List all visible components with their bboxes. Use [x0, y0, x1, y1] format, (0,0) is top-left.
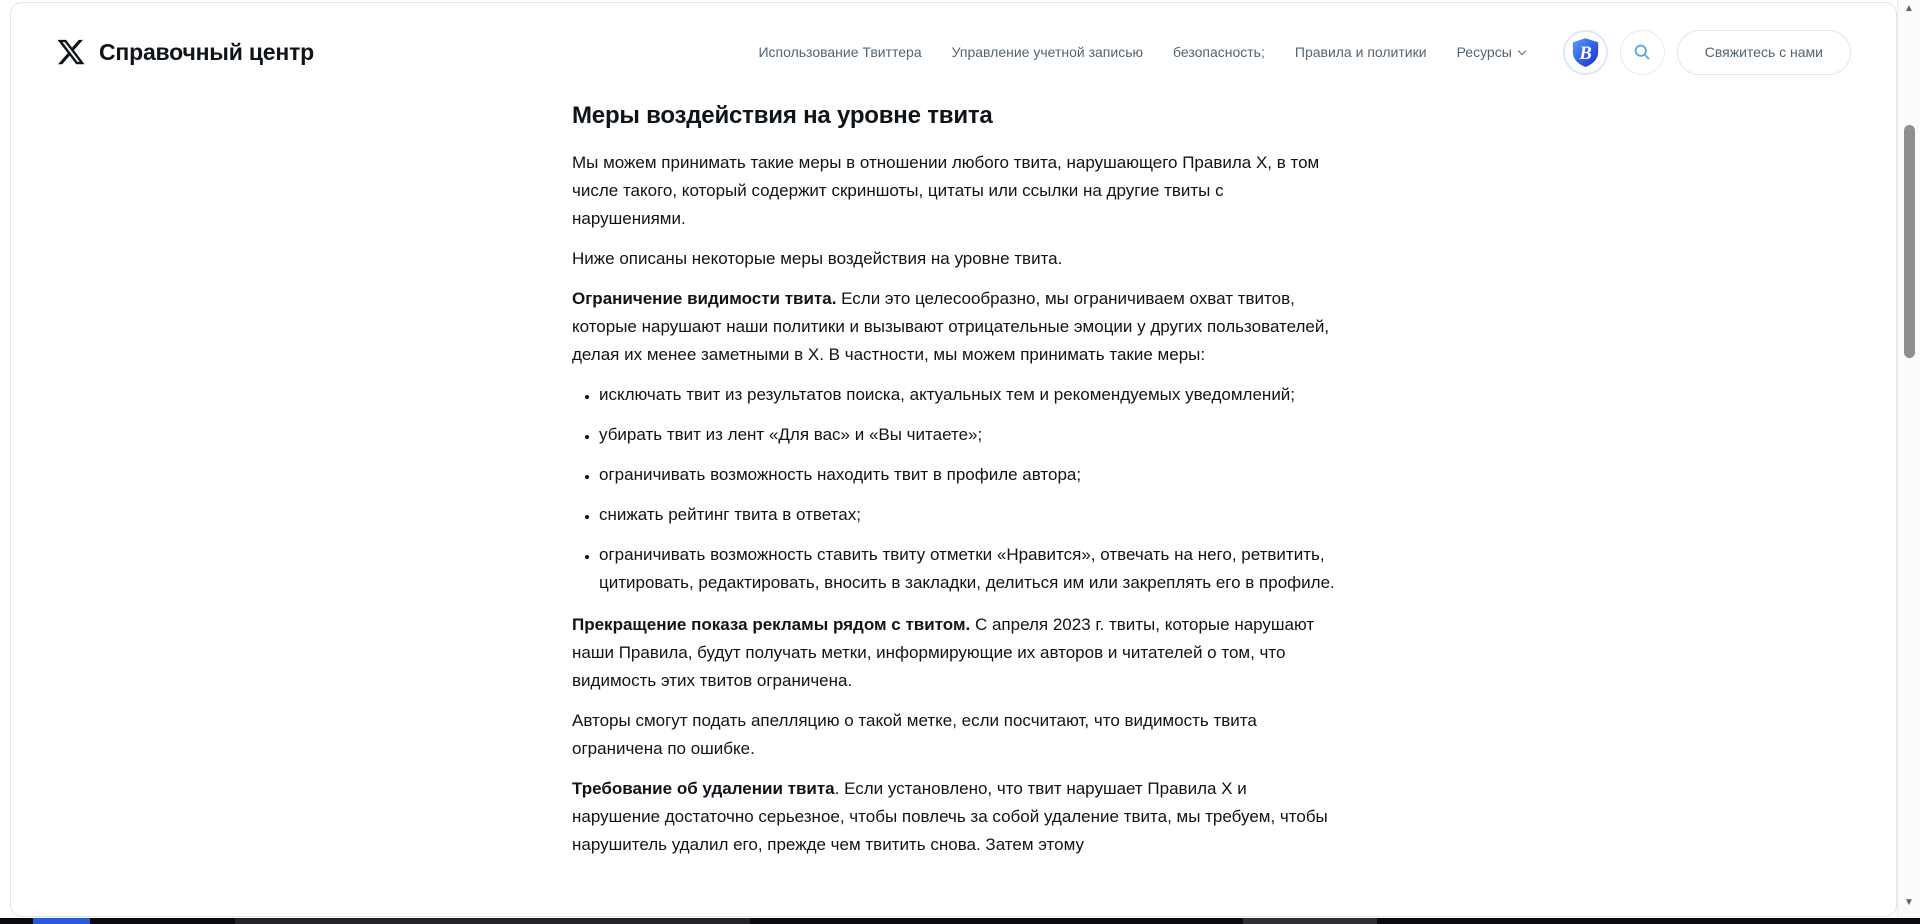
paragraph-visibility-limiting — [572, 285, 1337, 369]
intro-paragraph-1 — [572, 149, 1337, 233]
search-icon — [1632, 42, 1652, 62]
taskbar-edge — [0, 918, 1920, 924]
paragraph-deletion-requirement — [572, 775, 1337, 859]
paragraph-appeal-text: Авторы смогут подать апелляцию о такой метке, если посчитают, что видимость твита ограничена по ошибке. — [572, 711, 1257, 758]
list-item: • убирать твит из лент «Для вас» и «Вы читаете»; — [599, 421, 1337, 449]
article — [572, 101, 1337, 859]
nav-item-resources-label: Ресурсы — [1456, 44, 1512, 60]
paragraph-deletion-text: . Если установлено, что твит нарушает Правила X и нарушение достаточно серьезное, чтобы повлечь за собой удаление твита, мы требуем, чтобы нарушитель удалил его, прежде чем твитить снова. Затем этому — [572, 779, 1328, 854]
enforcement-measures-list — [572, 381, 1337, 597]
list-item: • ограничивать возможность находить твит в профиле автора; — [599, 461, 1337, 489]
paragraph-ads-text: С апреля 2023 г. твиты, которые нарушают наши Правила, будут получать метки, информирующие их авторов и читателей о том, что видимость этих твитов ограничена. — [572, 615, 1315, 690]
shield-b-icon — [1569, 36, 1602, 69]
nav-item-rules-policies[interactable]: Правила и политики — [1294, 44, 1427, 60]
contact-us-button[interactable]: Свяжитесь с нами — [1677, 30, 1851, 75]
nav-item-safety[interactable]: безопасность; — [1173, 44, 1265, 60]
list-item: • исключать твит из результатов поиска, актуальных тем и рекомендуемых уведомлений; — [599, 381, 1337, 409]
header-actions — [1563, 30, 1851, 75]
paragraph-deletion-lead: Требование об удалении твита — [572, 779, 835, 798]
search-button[interactable] — [1620, 30, 1665, 75]
intro-paragraph-2 — [572, 245, 1337, 273]
x-logo-icon — [56, 37, 86, 67]
nav-item-account-management[interactable]: Управление учетной записью — [951, 44, 1143, 60]
site-header — [11, 3, 1896, 91]
nav-item-using-twitter[interactable]: Использование Твиттера — [758, 44, 922, 60]
paragraph-visibility-text: Если это целесообразно, мы ограничиваем охват твитов, которые нарушают наши политики и вызывают отрицательные эмоции у других пользователей, делая их менее заметными в X. В частности, мы можем принимать такие меры: — [572, 289, 1330, 364]
site-title: Справочный центр — [99, 38, 315, 65]
main-nav — [758, 44, 1524, 60]
svg-text:B: B — [1579, 42, 1592, 64]
browser-page — [10, 2, 1897, 917]
taskbar-segment — [1243, 918, 1377, 924]
page-title: Меры воздействия на уровне твита — [572, 102, 993, 129]
brand[interactable] — [56, 37, 314, 67]
scroll-down-icon[interactable]: ▼ — [1904, 897, 1914, 908]
intro-paragraph-2-text: Ниже описаны некоторые меры воздействия на уровне твита. — [572, 249, 1063, 268]
intro-paragraph-1-text: Мы можем принимать такие меры в отношении любого твита, нарушающего Правила X, в том числе такого, который содержит скриншоты, цитаты или ссылки на другие твиты с нарушениями. — [572, 153, 1320, 228]
vertical-scrollbar[interactable] — [1897, 0, 1920, 918]
scrollbar-thumb[interactable] — [1904, 125, 1915, 358]
list-item: • снижать рейтинг твита в ответах; — [599, 501, 1337, 529]
browser-extension-badge[interactable] — [1563, 30, 1608, 75]
paragraph-visibility-lead: Ограничение видимости твита. — [572, 289, 837, 308]
chevron-down-icon — [1518, 46, 1526, 54]
paragraph-ads-stop — [572, 611, 1337, 695]
list-item: • ограничивать возможность ставить твиту отметки «Нравится», отвечать на него, ретвитить, цитировать, редактировать, вносить в закладки, делиться им или закреплять его в профиле. — [599, 541, 1337, 597]
paragraph-appeal — [572, 707, 1337, 763]
scroll-up-icon[interactable]: ▲ — [1904, 3, 1914, 14]
taskbar-segment — [33, 918, 90, 924]
nav-item-resources[interactable] — [1457, 44, 1525, 60]
paragraph-ads-lead: Прекращение показа рекламы рядом с твитом. — [572, 615, 971, 634]
taskbar-segment — [235, 918, 750, 924]
